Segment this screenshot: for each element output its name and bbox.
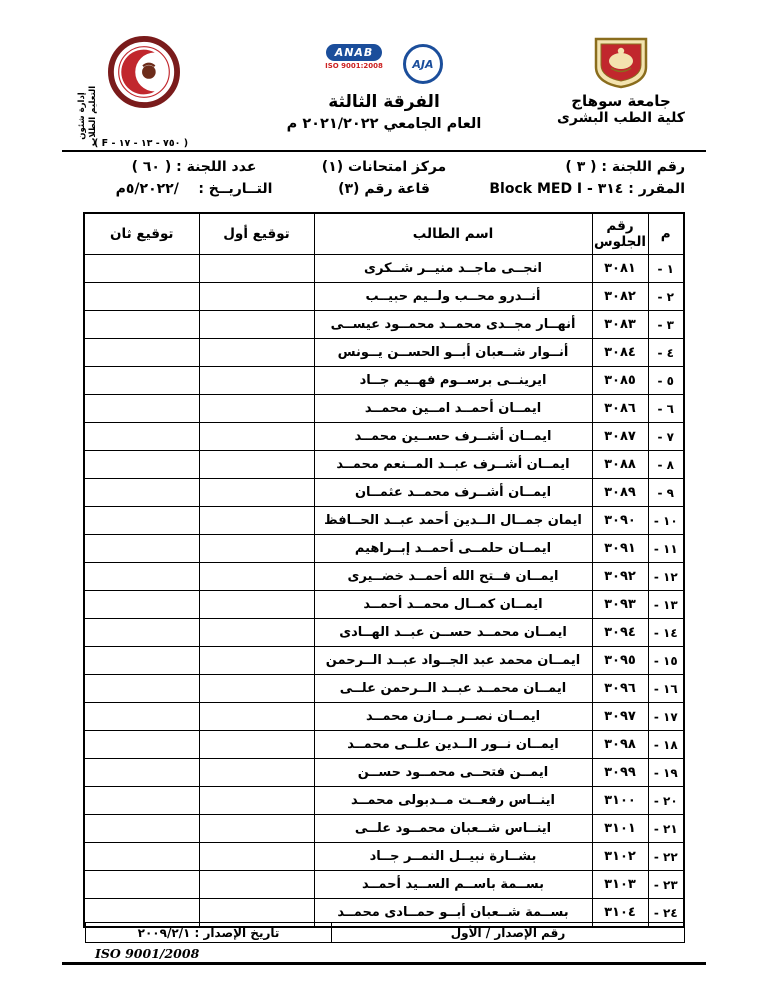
row-number-cell: ٨ - <box>648 451 684 479</box>
seat-number-cell: ٣١٠٢ <box>592 843 648 871</box>
student-row <box>84 367 684 395</box>
course-name: المقرر : ٣١٤ - Block MED I <box>489 181 685 197</box>
issue-number: رقم الإصدار / الأول <box>331 922 685 943</box>
seat-number-cell: ٣١٠٠ <box>592 787 648 815</box>
first-signature-cell <box>199 787 314 815</box>
seat-number-cell: ٣١٠٣ <box>592 871 648 899</box>
student-name-cell: ايمــان نــور الــدين علــى محمــد <box>314 731 592 759</box>
student-row <box>84 591 684 619</box>
row-number-cell: ١٢ - <box>648 563 684 591</box>
row-number-cell: ٩ - <box>648 479 684 507</box>
second-signature-cell <box>84 787 199 815</box>
student-row <box>84 731 684 759</box>
row-number-cell: ٧ - <box>648 423 684 451</box>
second-signature-cell <box>84 255 199 283</box>
second-signature-cell <box>84 423 199 451</box>
hall-number: قاعة رقم (٣) <box>338 181 430 197</box>
row-number-cell: ٣ - <box>648 311 684 339</box>
first-signature-cell <box>199 283 314 311</box>
university-header <box>554 36 688 126</box>
seat-number-cell: ٣٠٨١ <box>592 255 648 283</box>
student-row <box>84 787 684 815</box>
second-signature-cell <box>84 507 199 535</box>
student-row <box>84 423 684 451</box>
seat-number-cell: ٣٠٩٥ <box>592 647 648 675</box>
second-signature-cell <box>84 535 199 563</box>
row-number-cell: ١٧ - <box>648 703 684 731</box>
student-row <box>84 535 684 563</box>
seat-number-cell: ٣٠٩٩ <box>592 759 648 787</box>
row-number-cell: ٢٤ - <box>648 899 684 928</box>
second-signature-cell <box>84 283 199 311</box>
academic-year: العام الجامعي ٢٠٢١/٢٠٢٢ م <box>286 116 482 132</box>
row-number-cell: ١٩ - <box>648 759 684 787</box>
second-signature-cell <box>84 619 199 647</box>
student-name-cell: ايمــان فــتح الله أحمــد خضــيرى <box>314 563 592 591</box>
second-signature-cell <box>84 367 199 395</box>
first-signature-cell <box>199 535 314 563</box>
student-name-cell: ايمــان كمــال محمــد أحمــد <box>314 591 592 619</box>
student-row <box>84 675 684 703</box>
student-name-cell: ايمــان أحمــد امــين محمــد <box>314 395 592 423</box>
seat-number-cell: ٣٠٨٧ <box>592 423 648 451</box>
seat-number-cell: ٣٠٩١ <box>592 535 648 563</box>
first-signature-cell <box>199 339 314 367</box>
first-signature-cell <box>199 367 314 395</box>
student-name-cell: انجــى ماجــد منيــر شــكرى <box>314 255 592 283</box>
student-name-cell: ايمــان حلمــى أحمــد إبــراهيم <box>314 535 592 563</box>
seat-number-cell: ٣٠٩٠ <box>592 507 648 535</box>
row-number-cell: ٢ - <box>648 283 684 311</box>
row-number-cell: ٢١ - <box>648 815 684 843</box>
first-signature-cell <box>199 311 314 339</box>
bottom-rule <box>62 962 706 965</box>
department-name-vertical: إدارة شئون التعليم الطلاب <box>77 85 98 147</box>
row-number-cell: ٥ - <box>648 367 684 395</box>
seat-number-cell: ٣٠٩٧ <box>592 703 648 731</box>
col-header-signature-1: توقيع أول <box>199 213 314 255</box>
seat-number-cell: ٣٠٩٢ <box>592 563 648 591</box>
grade-title: الفرقة الثالثة <box>328 92 440 112</box>
seat-number-cell: ٣٠٨٦ <box>592 395 648 423</box>
col-header-number: م <box>648 213 684 255</box>
issue-date: تاريخ الإصدار : ٢٠٠٩/٢/١ <box>85 922 331 943</box>
second-signature-cell <box>84 815 199 843</box>
iso-certification-text: ISO 9001/2008 <box>95 946 200 961</box>
student-row <box>84 451 684 479</box>
row-number-cell: ١٨ - <box>648 731 684 759</box>
student-name-cell: بســمة شــعبان أبــو حمــادى محمــد <box>314 899 592 928</box>
student-name-cell: أنــدرو محــب ولــيم حبيــب <box>314 283 592 311</box>
seat-number-cell: ٣٠٨٥ <box>592 367 648 395</box>
student-row <box>84 647 684 675</box>
student-name-cell: ايمــان محمد عبد الجــواد عبــد الــرحمن <box>314 647 592 675</box>
student-row <box>84 507 684 535</box>
row-number-cell: ٢٢ - <box>648 843 684 871</box>
seat-number-cell: ٣٠٩٣ <box>592 591 648 619</box>
attendance-table <box>83 212 685 928</box>
second-signature-cell <box>84 759 199 787</box>
row-number-cell: ٤ - <box>648 339 684 367</box>
first-signature-cell <box>199 479 314 507</box>
row-number-cell: ٢٣ - <box>648 871 684 899</box>
first-signature-cell <box>199 563 314 591</box>
student-row <box>84 815 684 843</box>
row-number-cell: ٦ - <box>648 395 684 423</box>
faculty-name: كلية الطب البشرى <box>557 110 685 126</box>
first-signature-cell <box>199 703 314 731</box>
student-name-cell: ايمــان نصــر مــازن محمــد <box>314 703 592 731</box>
seat-number-cell: ٣٠٨٨ <box>592 451 648 479</box>
university-name: جامعة سوهاج <box>571 92 671 110</box>
committee-number: رقم اللجنة : ( ٣ ) <box>565 159 685 175</box>
col-header-name: اسم الطالب <box>314 213 592 255</box>
student-row <box>84 871 684 899</box>
anab-iso-label: ISO 9001:2008 <box>325 62 383 70</box>
student-name-cell: ايمــان محمــد عبــد الــرحمن علــى <box>314 675 592 703</box>
student-name-cell: ايمــان محمــد حســن عبــد الهــادى <box>314 619 592 647</box>
student-row <box>84 311 684 339</box>
row-number-cell: ٢٠ - <box>648 787 684 815</box>
first-signature-cell <box>199 255 314 283</box>
first-signature-cell <box>199 843 314 871</box>
row-number-cell: ١٦ - <box>648 675 684 703</box>
second-signature-cell <box>84 731 199 759</box>
first-signature-cell <box>199 871 314 899</box>
seat-number-cell: ٣٠٨٤ <box>592 339 648 367</box>
second-signature-cell <box>84 311 199 339</box>
seat-number-cell: ٣١٠١ <box>592 815 648 843</box>
student-row <box>84 479 684 507</box>
student-name-cell: ايرينــى برســوم فهــيم جــاد <box>314 367 592 395</box>
university-crest-icon <box>590 36 652 90</box>
row-number-cell: ١١ - <box>648 535 684 563</box>
first-signature-cell <box>199 451 314 479</box>
anab-accreditation-logo <box>325 44 383 70</box>
first-signature-cell <box>199 591 314 619</box>
student-affairs-crest-icon <box>108 36 180 108</box>
second-signature-cell <box>84 871 199 899</box>
second-signature-cell <box>84 675 199 703</box>
second-signature-cell <box>84 339 199 367</box>
committee-count: عدد اللجنة : ( ٦٠ ) <box>131 159 257 175</box>
student-name-cell: بشــارة نبيــل النمــر جــاد <box>314 843 592 871</box>
first-signature-cell <box>199 759 314 787</box>
certification-logos <box>282 44 486 90</box>
exam-info-center <box>288 156 480 200</box>
exam-date: التــاريــخ : /٥/٢٠٢٢م <box>115 181 273 197</box>
row-number-cell: ١ - <box>648 255 684 283</box>
student-name-cell: ايمان جمــال الــدين أحمد عبــد الحــافظ <box>314 507 592 535</box>
second-signature-cell <box>84 451 199 479</box>
document-title-block <box>282 44 486 132</box>
student-row <box>84 703 684 731</box>
first-signature-cell <box>199 619 314 647</box>
student-row <box>84 255 684 283</box>
col-header-signature-2: توقيع ثان <box>84 213 199 255</box>
footer-issue-row <box>85 922 685 943</box>
seat-number-cell: ٣٠٩٦ <box>592 675 648 703</box>
header-divider <box>62 150 706 152</box>
student-name-cell: أنهــار مجــدى محمــد محمــود عيســى <box>314 311 592 339</box>
form-code: ( F - ٧٥٠ - ١٣ - ١٧ ) <box>94 138 189 149</box>
first-signature-cell <box>199 731 314 759</box>
student-row <box>84 395 684 423</box>
row-number-cell: ١٠ - <box>648 507 684 535</box>
row-number-cell: ١٣ - <box>648 591 684 619</box>
student-row <box>84 563 684 591</box>
second-signature-cell <box>84 563 199 591</box>
first-signature-cell <box>199 395 314 423</box>
second-signature-cell <box>84 703 199 731</box>
second-signature-cell <box>84 843 199 871</box>
anab-label: ANAB <box>326 44 383 61</box>
seat-number-cell: ٣٠٨٢ <box>592 283 648 311</box>
student-name-cell: ايمــان أشــرف عبــد المــنعم محمــد <box>314 451 592 479</box>
student-row <box>84 843 684 871</box>
first-signature-cell <box>199 675 314 703</box>
student-row <box>84 619 684 647</box>
seat-number-cell: ٣٠٨٣ <box>592 311 648 339</box>
student-row <box>84 283 684 311</box>
seat-number-cell: ٣٠٩٤ <box>592 619 648 647</box>
first-signature-cell <box>199 647 314 675</box>
row-number-cell: ١٤ - <box>648 619 684 647</box>
second-signature-cell <box>84 647 199 675</box>
student-name-cell: أنــوار شــعبان أبــو الحســن يــونس <box>314 339 592 367</box>
table-header-row <box>84 213 684 255</box>
row-number-cell: ١٥ - <box>648 647 684 675</box>
second-signature-cell <box>84 479 199 507</box>
first-signature-cell <box>199 507 314 535</box>
col-header-seat: رقم الجلوس <box>592 213 648 255</box>
second-signature-cell <box>84 395 199 423</box>
seat-number-cell: ٣١٠٤ <box>592 899 648 928</box>
exam-center: مركز امتحانات (١) <box>321 159 447 175</box>
seat-number-cell: ٣٠٨٩ <box>592 479 648 507</box>
student-row <box>84 759 684 787</box>
student-name-cell: اينــاس شــعبان محمــود علــى <box>314 815 592 843</box>
first-signature-cell <box>199 423 314 451</box>
student-name-cell: اينــاس رفعــت مــدبولى محمــد <box>314 787 592 815</box>
aja-label: AJA <box>412 57 434 71</box>
aja-registrars-logo <box>403 44 443 84</box>
first-signature-cell <box>199 815 314 843</box>
student-name-cell: ايمــان أشــرف حســين محمــد <box>314 423 592 451</box>
student-name-cell: ايمــان أشــرف محمــد عثمــان <box>314 479 592 507</box>
seat-number-cell: ٣٠٩٨ <box>592 731 648 759</box>
student-name-cell: بســمة باســم الســيد أحمــد <box>314 871 592 899</box>
student-name-cell: ايمــن فتحــى محمــود حســن <box>314 759 592 787</box>
second-signature-cell <box>84 591 199 619</box>
exam-info-left <box>85 156 303 200</box>
student-affairs-logo <box>108 36 180 112</box>
student-row <box>84 339 684 367</box>
